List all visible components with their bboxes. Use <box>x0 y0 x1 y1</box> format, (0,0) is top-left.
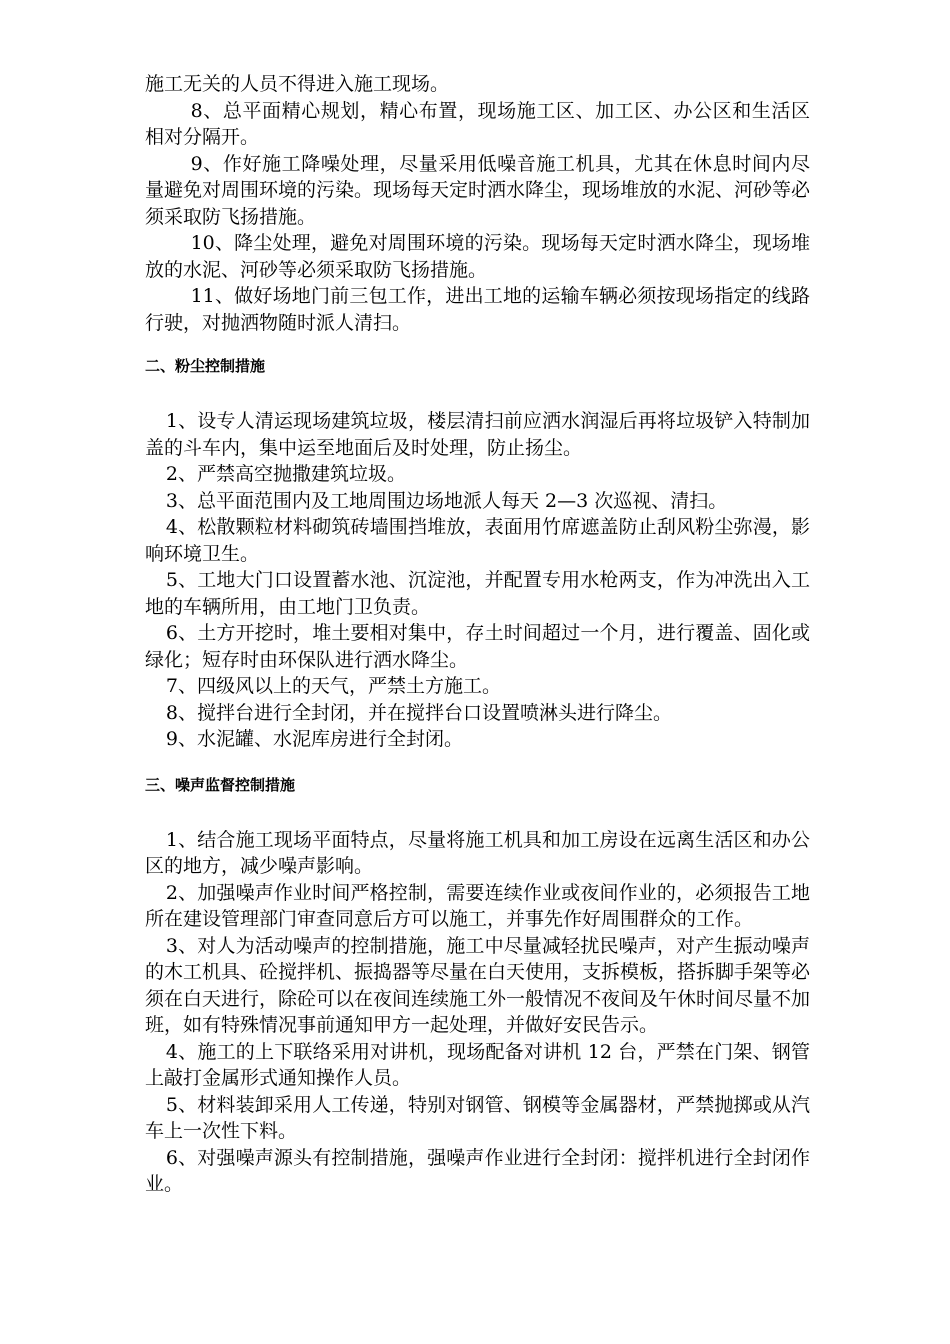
paragraph-item-10: 10、降尘处理，避免对周围环境的污染。现场每天定时洒水降尘，现场堆放的水泥、河砂等必须采取防飞扬措施。 <box>145 232 810 281</box>
section-dust-control <box>145 408 810 753</box>
paragraph-noise-item-2: 2、加强噪声作业时间严格控制，需要连续作业或夜间作业的，必须报告工地所在建设管理部门审查同意后方可以施工，并事先作好周围群众的工作。 <box>145 881 810 930</box>
paragraph-dust-item-4: 4、松散颗粒材料砌筑砖墙围挡堆放，表面用竹席遮盖防止刮风粉尘弥漫，影响环境卫生。 <box>145 516 810 565</box>
paragraph-dust-item-2: 2、严禁高空抛撒建筑垃圾。 <box>165 463 406 485</box>
paragraph-dust-item-5: 5、工地大门口设置蓄水池、沉淀池，并配置专用水枪两支，作为冲洗出入工地的车辆所用，由工地门卫负责。 <box>145 569 810 618</box>
paragraph-dust-item-9: 9、水泥罐、水泥库房进行全封闭。 <box>165 728 463 750</box>
section-heading-noise-control: 三、噪声监督控制措施 <box>145 775 296 794</box>
paragraph-noise-item-5: 5、材料装卸采用人工传递，特别对钢管、钢模等金属器材，严禁抛掷或从汽车上一次性下料。 <box>145 1093 810 1142</box>
paragraph-dust-item-7: 7、四级风以上的天气，严禁土方施工。 <box>165 675 501 697</box>
section-heading-dust-control: 二、粉尘控制措施 <box>145 357 266 375</box>
paragraph-noise-item-3: 3、对人为活动噪声的控制措施，施工中尽量减轻扰民噪声，对产生振动噪声的木工机具、砼搅拌机、振捣器等尽量在白天使用，支拆模板，搭拆脚手架等必须在白天进行，除砼可以在夜间连续施工外一般情况不夜间及午休时间尽量不加班，如有特殊情况事前通知甲方一起处理，并做好安民告示。 <box>145 934 811 1036</box>
paragraph-noise-item-4: 4、施工的上下联络采用对讲机，现场配备对讲机 12 台，严禁在门架、钢管上敲打金属形式通知操作人员。 <box>145 1040 810 1089</box>
paragraph-noise-item-1: 1、结合施工现场平面特点，尽量将施工机具和加工房设在远离生活区和办公区的地方，减少噪声影响。 <box>145 828 810 877</box>
paragraph-item-9: 9、作好施工降噪处理，尽量采用低噪音施工机具，尤其在休息时间内尽量避免对周围环境的污染。现场每天定时洒水降尘，现场堆放的水泥、河砂等必须采取防飞扬措施。 <box>145 152 811 228</box>
paragraph-dust-item-1: 1、设专人清运现场建筑垃圾，楼层清扫前应洒水润湿后再将垃圾铲入特制加盖的斗车内，集中运至地面后及时处理，防止扬尘。 <box>145 410 810 459</box>
paragraph-dust-item-3: 3、总平面范围内及工地周围边场地派人每天 2—3 次巡视、清扫。 <box>165 489 728 512</box>
document-page <box>145 71 810 1198</box>
paragraph-continuation: 施工无关的人员不得进入施工现场。 <box>145 73 450 95</box>
paragraph-item-8: 8、总平面精心规划，精心布置，现场施工区、加工区、办公区和生活区相对分隔开。 <box>145 99 810 148</box>
section-noise-control <box>145 827 810 1198</box>
paragraph-dust-item-6: 6、土方开挖时，堆土要相对集中，存土时间超过一个月，进行覆盖、固化或绿化；短存时由环保队进行洒水降尘。 <box>145 622 810 671</box>
paragraph-noise-item-6: 6、对强噪声源头有控制措施，强噪声作业进行全封闭：搅拌机进行全封闭作业。 <box>145 1146 810 1195</box>
paragraph-item-11: 11、做好场地门前三包工作，进出工地的运输车辆必须按现场指定的线路行驶，对抛洒物随时派人清扫。 <box>145 285 810 334</box>
paragraph-dust-item-8: 8、搅拌台进行全封闭，并在搅拌台口设置喷淋头进行降尘。 <box>165 701 672 724</box>
section-environment-measures <box>145 71 810 336</box>
